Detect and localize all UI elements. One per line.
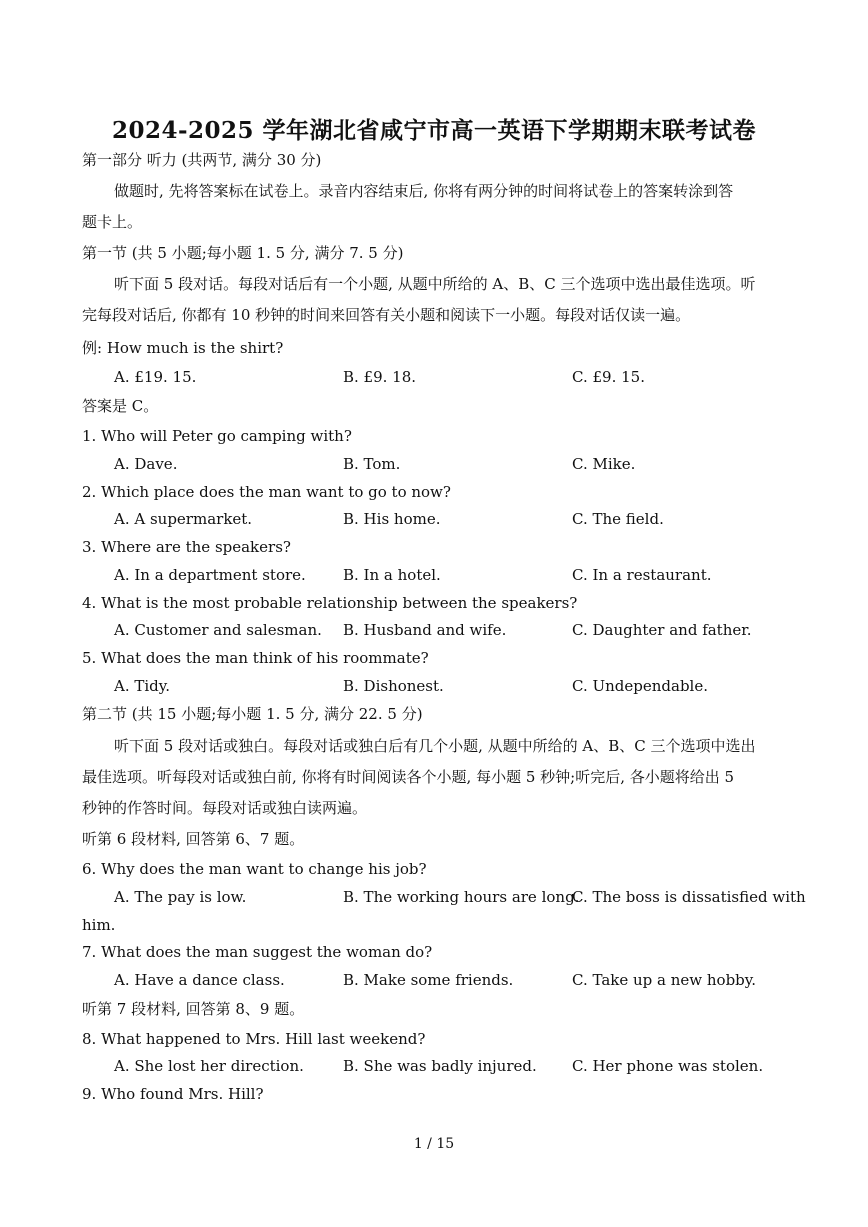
q2-option-c: C. The field. [572,510,664,528]
section1-heading: 第一节 (共 5 小题;每小题 1. 5 分, 满分 7. 5 分) [82,244,404,262]
question-9: 9. Who found Mrs. Hill? [82,1085,264,1103]
q6-option-a: A. The pay is low. [114,888,247,906]
q7-option-c: C. Take up a new hobby. [572,971,757,989]
question-5: 5. What does the man think of his roommate? [82,649,429,667]
exam-title: 2024-2025 学年湖北省咸宁市高一英语下学期期末联考试卷 [111,117,757,144]
section2-instructions-cont2: 秒钟的作答时间。每段对话或独白读两遍。 [82,799,368,817]
q3-option-b: B. In a hotel. [343,566,441,584]
question-2: 2. Which place does the man want to go to now? [82,483,451,501]
q5-option-c: C. Undependable. [572,677,708,695]
q3-option-c: C. In a restaurant. [572,566,712,584]
question-8: 8. What happened to Mrs. Hill last weekend? [82,1030,426,1048]
q6-option-c: C. The boss is dissatisfied with [572,888,806,906]
question-4: 4. What is the most probable relationship between the speakers? [82,594,578,612]
q7-option-b: B. Make some friends. [343,971,514,989]
question-3: 3. Where are the speakers? [82,538,291,556]
example-option-a: A. £19. 15. [114,368,197,386]
section1-instructions: 听下面 5 段对话。每段对话后有一个小题, 从题中所给的 A、B、C 三个选项中选出最佳选项。听 [114,275,756,293]
q6-option-c-cont: him. [82,916,116,934]
q7-option-a: A. Have a dance class. [114,971,285,989]
example-option-c: C. £9. 15. [572,368,645,386]
section2-instructions-cont: 最佳选项。听每段对话或独白前, 你将有时间阅读各个小题, 每小题 5 秒钟;听完后, 各小题将给出 5 [82,768,735,786]
question-6: 6. Why does the man want to change his job? [82,860,427,878]
q4-option-a: A. Customer and salesman. [114,621,322,639]
q8-option-b: B. She was badly injured. [343,1057,537,1075]
example-answer: 答案是 C。 [82,397,159,415]
q4-option-c: C. Daughter and father. [572,621,752,639]
part1-instructions-cont: 题卡上。 [82,213,143,231]
q2-option-b: B. His home. [343,510,441,528]
example-question: 例: How much is the shirt? [82,339,284,357]
q4-option-b: B. Husband and wife. [343,621,507,639]
q1-option-c: C. Mike. [572,455,636,473]
material-7-heading: 听第 7 段材料, 回答第 8、9 题。 [82,1000,305,1018]
q3-option-a: A. In a department store. [114,566,306,584]
section2-instructions: 听下面 5 段对话或独白。每段对话或独白后有几个小题, 从题中所给的 A、B、C 三个选项中选出 [114,737,756,755]
q8-option-c: C. Her phone was stolen. [572,1057,764,1075]
part1-heading: 第一部分 听力 (共两节, 满分 30 分) [82,151,322,169]
part1-instructions: 做题时, 先将答案标在试卷上。录音内容结束后, 你将有两分钟的时间将试卷上的答案转涂到答 [114,182,734,200]
q6-option-b: B. The working hours are long. [343,888,580,906]
question-1: 1. Who will Peter go camping with? [82,427,352,445]
section1-instructions-cont: 完每段对话后, 你都有 10 秒钟的时间来回答有关小题和阅读下一小题。每段对话仅读一遍。 [82,306,691,324]
q5-option-b: B. Dishonest. [343,677,444,695]
page-number: 1 / 15 [413,1136,455,1152]
section2-heading: 第二节 (共 15 小题;每小题 1. 5 分, 满分 22. 5 分) [82,705,423,723]
q5-option-a: A. Tidy. [114,677,171,695]
q8-option-a: A. She lost her direction. [114,1057,304,1075]
q1-option-a: A. Dave. [114,455,178,473]
example-option-b: B. £9. 18. [343,368,417,386]
q1-option-b: B. Tom. [343,455,401,473]
question-7: 7. What does the man suggest the woman do? [82,943,433,961]
q2-option-a: A. A supermarket. [114,510,253,528]
material-6-heading: 听第 6 段材料, 回答第 6、7 题。 [82,830,305,848]
